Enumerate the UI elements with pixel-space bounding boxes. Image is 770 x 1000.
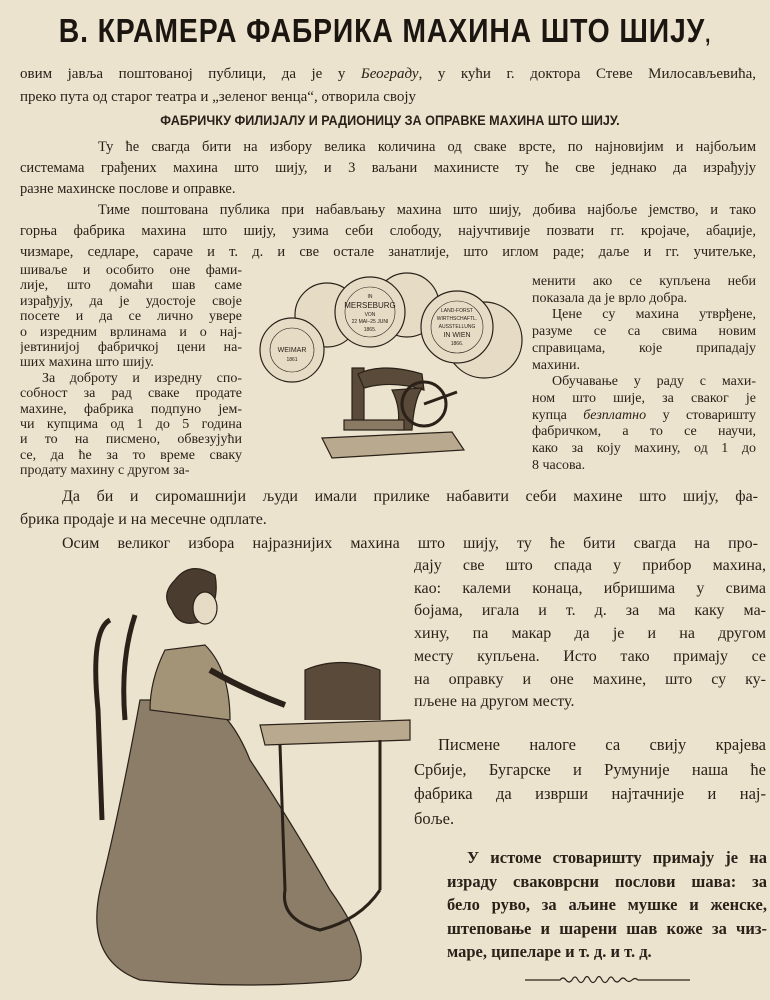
- torso: [150, 645, 230, 720]
- text-line: За доброту и изредну спо-: [42, 370, 242, 386]
- woman-at-sewing-machine-illustration: [80, 560, 420, 995]
- advert-title: [54, 12, 716, 50]
- text-line: [20, 63, 756, 86]
- text-segment: у стоваришту: [646, 407, 756, 423]
- medal-text: LAND-FORST: [441, 308, 473, 314]
- left-column-text: [20, 263, 242, 479]
- text-segment: , у кући г. доктора Стеве Милосављевића,: [418, 66, 756, 82]
- main-paragraph: [20, 137, 756, 263]
- advert-title-text: В. КРАМЕРА ФАБРИКА МАХИНА ШТО ШИЈУ: [58, 12, 706, 49]
- text-line: Србије, Бугарске и Румуније наша ће: [414, 759, 766, 779]
- medal-text: AUSSTELLUNG: [438, 324, 476, 330]
- text-line: посете и да се лично увере: [20, 309, 242, 325]
- orders-paragraph: [414, 733, 766, 831]
- ornamental-divider: [525, 972, 690, 986]
- text-line: бело руво, за аљине мушке и женске,: [447, 895, 767, 914]
- text-line: о изредним врлинама и о нај-: [20, 324, 242, 340]
- text-line: Осим великог избора најразнијих махина што шију, ту ће бити свагда на про-: [62, 535, 758, 552]
- text-line: боље.: [414, 808, 455, 828]
- text-line: израђују, да је удостоје своје: [20, 293, 242, 309]
- medal-text: WIRTHSCHAFTL.: [436, 316, 478, 322]
- text-line: махине, фабрика подпуно јем-: [20, 401, 242, 417]
- face: [193, 592, 217, 624]
- text-line: фабричком, а то се научи,: [532, 424, 756, 440]
- text-segment: купца: [532, 407, 584, 423]
- text-line: Да би и сиромашнији људи имали прилике набавити себи махине што шију, фа-: [62, 488, 758, 505]
- text-line: Цене су махина утврђене,: [552, 307, 756, 323]
- medal-text: 1861: [286, 357, 298, 363]
- installments-paragraph: [20, 485, 758, 531]
- text-line: Ту ће свагда бити на избору велика количина од сваке врсте, по најновијим и најбољим: [98, 139, 756, 155]
- text-line: пљене на другом месту.: [414, 693, 575, 711]
- text-line: [532, 408, 756, 425]
- text-line: показала да је врло добра.: [532, 290, 688, 306]
- machine: [305, 663, 380, 721]
- medal-text: 1866.: [450, 341, 464, 347]
- intro-paragraph: [20, 63, 756, 109]
- text-line: бојама, игала и т. д. за ма каку ма-: [414, 602, 766, 620]
- text-line: справицама, које припадају: [532, 340, 756, 356]
- text-line: чи купцима од 1 до 5 година: [20, 417, 242, 433]
- text-line: како за коју махину, од 1 до: [532, 441, 756, 457]
- medal-text: MERSEBURG: [344, 301, 396, 310]
- medals-and-sewing-machine-illustration: [252, 270, 532, 470]
- text-line: чизмаре, седларе, сараче и т. д. и све остале занатлије, што иглом раде; даље и гг. учитељке,: [20, 244, 756, 260]
- text-line: се, да ће за то време сваку: [20, 447, 242, 463]
- right-column-text: [532, 274, 756, 474]
- sewing-work-paragraph: [447, 846, 767, 964]
- text-line: У истоме стоваришту примају је на: [467, 848, 767, 867]
- text-line: ших махина што шију.: [20, 355, 154, 371]
- accessories-paragraph: [414, 555, 766, 714]
- italic-text: Београду: [360, 66, 419, 82]
- text-line: менити ако се купљена неби: [532, 274, 756, 289]
- text-line: шиваље и особито оне фами-: [20, 263, 242, 278]
- text-line: Тиме поштована публика при набављању махина што шију, добива најбоље јемство, и тако: [98, 202, 756, 218]
- text-line: махини.: [532, 357, 580, 373]
- medal-text: IN WIEN: [443, 332, 471, 339]
- text-line: маре, ципеларе и т. д. и т. д.: [447, 942, 652, 961]
- text-line: Обучавање у раду с махи-: [552, 374, 756, 390]
- medal-text: IN: [367, 294, 373, 300]
- text-line: преко пута од старог театра и „зеленог венца“, отворила своју: [20, 89, 417, 105]
- text-line: разуме се са свима новим: [532, 324, 756, 340]
- accessories-intro: [20, 532, 758, 555]
- text-line: собност за рад сваке продате: [20, 386, 242, 402]
- text-line: хину, па макар да је и на другом: [414, 625, 766, 643]
- text-line: као: калеми конаца, ибришима у свима: [414, 579, 766, 597]
- medal-text: 22 MAI–25 JUNI: [351, 319, 389, 325]
- text-line: разне махинске послове и оправке.: [20, 181, 236, 197]
- text-line: 8 часова.: [532, 457, 586, 473]
- text-line: продату махину с другом за-: [20, 463, 190, 479]
- text-line: израду сваковрсни послови шава: за: [447, 871, 767, 891]
- subheading: ФАБРИЧКУ ФИЛИЈАЛУ И РАДИОНИЦУ ЗА ОПРАВКЕ МАХИНА ШТО ШИЈУ.: [160, 112, 620, 128]
- text-line: дају све што спада у прибор махина,: [414, 557, 766, 574]
- text-line: на оправку и оне махине, што су ку-: [414, 670, 766, 688]
- text-line: горња фабрика махина што шију, узима себи слободу, најучтивије позвати гг. кројаче, абаџије,: [20, 223, 756, 239]
- medal-text: WEIMAR: [277, 347, 307, 354]
- text-line: системама грађених махина што шију, и 3 ваљани махинисте ту ће све једнако да израђују: [20, 160, 756, 176]
- text-line: штеповање и шарени шав коже за чиз-: [447, 918, 767, 938]
- text-line: брика продаје и на месечне одплате.: [20, 511, 267, 528]
- text-segment: овим јавља поштованој публици, да је у: [20, 66, 361, 82]
- text-line: фабрика да изврши најтачније и нај-: [414, 784, 766, 803]
- title-comma: ,: [705, 22, 712, 47]
- text-line: месту купљена. Исто тако примају се: [414, 647, 766, 665]
- sewing-machine: [322, 368, 464, 458]
- text-line: јевтинијој фабричкој цени на-: [20, 340, 242, 356]
- table: [260, 720, 410, 745]
- medal-text: 1865.: [363, 327, 377, 333]
- text-line: Писмене налоге са свију крајева: [438, 735, 766, 754]
- text-line: и то на писмено, обвезујући: [20, 432, 242, 448]
- italic-text: безплатно: [583, 407, 647, 423]
- text-line: лије, што домаћи шав саме: [20, 278, 242, 294]
- text-line: ном што шије, за сваког је: [532, 390, 756, 406]
- medal-text: VON: [364, 312, 376, 318]
